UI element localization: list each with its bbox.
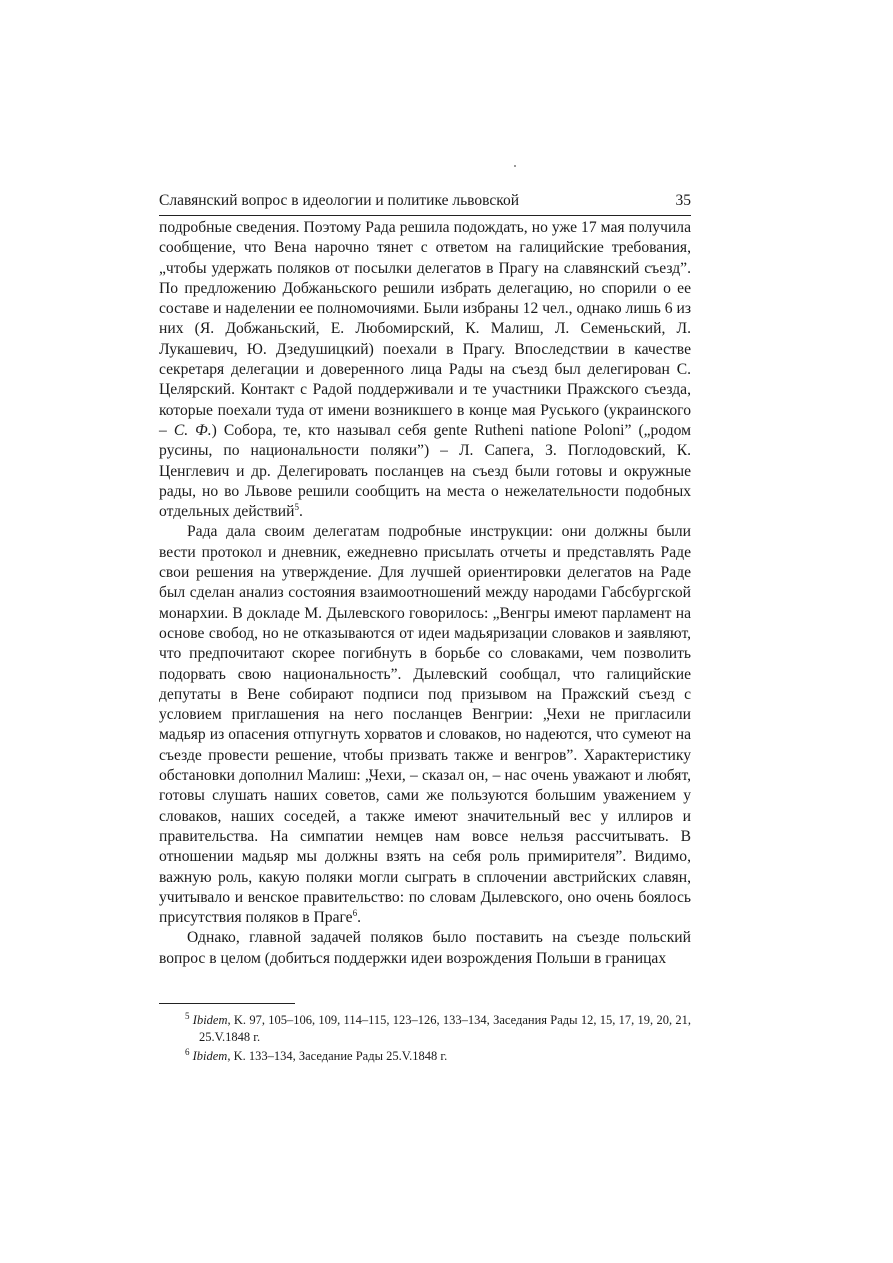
running-header-title: Славянский вопрос в идеологии и политике львовской	[159, 192, 520, 209]
footnote-number: 5	[185, 1010, 190, 1021]
footnote-text: , K. 133–134, Заседание Рады 25.V.1848 г.	[227, 1048, 448, 1063]
footnote-source: Ibidem	[192, 1012, 228, 1027]
running-header	[159, 191, 691, 216]
footnote-6	[159, 1048, 691, 1065]
paragraph-1-text-a: подробные сведения. Поэтому Рада решила подождать, но уже 17 мая получила сообщение, что Вена нарочно тянет с ответом на галицийские требования, „чтобы удержать поляков от посылки делегатов в Прагу на славянский съезд”. По предложению Добжаньского решили избрать делегацию, но спорили о ее составе и наделении ее полномочиями. Были избраны 12 чел., однако лишь 6 из них (Я. Добжаньский, Е. Любомирский, К. Малиш, Л. Семеньский, Л. Лукашевич, Ю. Дзедушицкий) поехали в Прагу. Впоследствии в качестве секретаря делегации и доверенного лица Рады на съезд был делегирован С. Целярский. Контакт с Радой поддерживали и те участники Пражского съезда, которые поехали туда от имени возникшего в конце мая Руського (украинского –	[159, 219, 691, 439]
page-number: 35	[675, 192, 691, 209]
paragraph-1-text-b: ) Собора, те, кто называл себя gente Rutheni natione Poloni” („родом русины, по национальности поляки”) – Л. Сапега, З. Поглодовский, К. Ценглевич и др. Делегировать посланцев на съезд были готовы и окружные рады, но во Львове решили сообщить на места о нежелательности подобных отдельных действий	[159, 421, 692, 521]
footnote-ref-5[interactable]: 5	[294, 501, 299, 512]
scan-speck	[514, 165, 516, 167]
paragraph-2: Рада дала своим делегатам подробные инструкции: они должны были вести протокол и дневник, ежедневно присылать отчеты и представлять Раде свои решения на утверждение. Для лучшей ориентировки делегатов на Раде был сделан анализ состояния взаимоотношений между народами Габсбургской монархии. В докладе М. Дылевского говорилось: „Венгры имеют парламент на основе свобод, но не отказываются от идеи мадьяризации словаков и заявляют, что предпочитают скорее погибнуть в борьбе со словаками, чем позволить подорвать свою национальность”. Дылевский сообщал, что галицийские депутаты в Вене собирают подписи под призывом на Пражский съезд с условием приглашения на него посланцев Венгрии: „Чехи не пригласили мадьяр из опасения отпугнуть хорватов и словаков, но надеются, что сумеют на съезде провести решение, чтобы призвать также и венгров”. Характеристику обстановки дополнил Малиш: „Чехи, – сказал он, – нас очень уважают и любят, готовы слушать наших советов, сами же пользуются большим уважением у словаков, наших соседей, а также имеют значительный вес у иллиров и правительства. На симпатии немцев нам вовсе нельзя рассчитывать. В отношении мадьяр мы должны взять на себя роль примирителя”. Видимо, важную роль, какую поляки могли сыграть в сплочении австрийских славян, учитывало и венское правительство: по словам Дылевского, оно очень боялось присутствия поляков в Праге$^6$.	[159, 523, 691, 927]
paragraph-3	[159, 928, 691, 969]
footnote-5	[159, 1012, 691, 1046]
paragraph-1: подробные сведения. Поэтому Рада решила подождать, но уже 17 мая получила сообщение, что Вена нарочно тянет с ответом на галицийские требования, „чтобы удержать поляков от посылки делегатов в Прагу на славянский съезд”. По предложению Добжаньского решили избрать делегацию, но спорили о ее составе и наделении ее полномочиями. Были избраны 12 чел., однако лишь 6 из них (Я. Добжаньский, Е. Любомирский, К. Малиш, Л. Семеньский, Л. Лукашевич, Ю. Дзедушицкий) поехали в Прагу. Впоследствии в качестве секретаря делегации и доверенного лица Рады на съезд был делегирован С. Целярский. Контакт с Радой поддерживали и те участники Пражского съезда, которые поехали туда от имени возникшего в конце мая Руського (украинского – С. Ф.) Собора, те, кто называл себя gente Rutheni natione Poloni” („родом русины, по национальности поляки”) – Л. Сапега, З. Поглодовский, К. Ценглевич и др. Делегировать посланцев на съезд были готовы и окружные рады, но во Львове решили сообщить на места о нежелательности подобных отдельных действий$^5$.	[159, 219, 692, 521]
paragraph-1-author-initials: С. Ф.	[173, 421, 212, 439]
footnote-ref-6[interactable]: 6	[352, 907, 358, 918]
paragraph-2-text: Рада дала своим делегатам подробные инструкции: они должны были вести протокол и дневник, ежедневно присылать отчеты и представлять Раде свои решения на утверждение. Для лучшей ориентировки делегатов на Раде был сделан анализ состояния взаимоотношений между народами Габсбургской монархии. В докладе М. Дылевского говорилось: „Венгры имеют парламент на основе свобод, но не отказываются от идеи мадьяризации словаков и заявляют, что предпочитают скорее погибнуть в борьбе со словаками, чем позволить подорвать свою национальность”. Дылевский сообщал, что галицийские депутаты в Вене собирают подписи под призывом на Пражский съезд с условием приглашения на него посланцев Венгрии: „Чехи не пригласили мадьяр из опасения отпугнуть хорватов и словаков, но надеются, что сумеют на съезде провести решение, чтобы призвать также и венгров”. Характеристику обстановки дополнил Малиш: „Чехи, – сказал он, – нас очень уважают и любят, готовы слушать наших советов, сами же пользуются большим уважением у словаков, наших соседей, а также имеют значительный вес у иллиров и правительства. На симпатии немцев нам вовсе нельзя рассчитывать. В отношении мадьяр мы должны взять на себя роль примирителя”. Видимо, важную роль, какую поляки могли сыграть в сплочении австрийских славян, учитывало и венское правительство: по словам Дылевского, оно очень боялось присутствия поляков в Праге	[159, 523, 691, 927]
book-page	[159, 191, 691, 1067]
footnote-number: 6	[185, 1046, 190, 1057]
footnote-text: , K. 97, 105–106, 109, 114–115, 123–126, 133–134, Заседания Рады 12, 15, 17, 19, 20, 21, 25.V.1848 г.	[199, 1012, 691, 1044]
footnote-divider	[159, 1003, 295, 1004]
paragraph-3-text: Однако, главной задачей поляков было поставить на съезде польский вопрос в целом (добиться поддержки идеи возрождения Польши в границах	[159, 929, 691, 967]
body-text	[159, 218, 691, 969]
footnotes	[159, 1012, 691, 1065]
footnote-source: Ibidem	[192, 1048, 228, 1063]
